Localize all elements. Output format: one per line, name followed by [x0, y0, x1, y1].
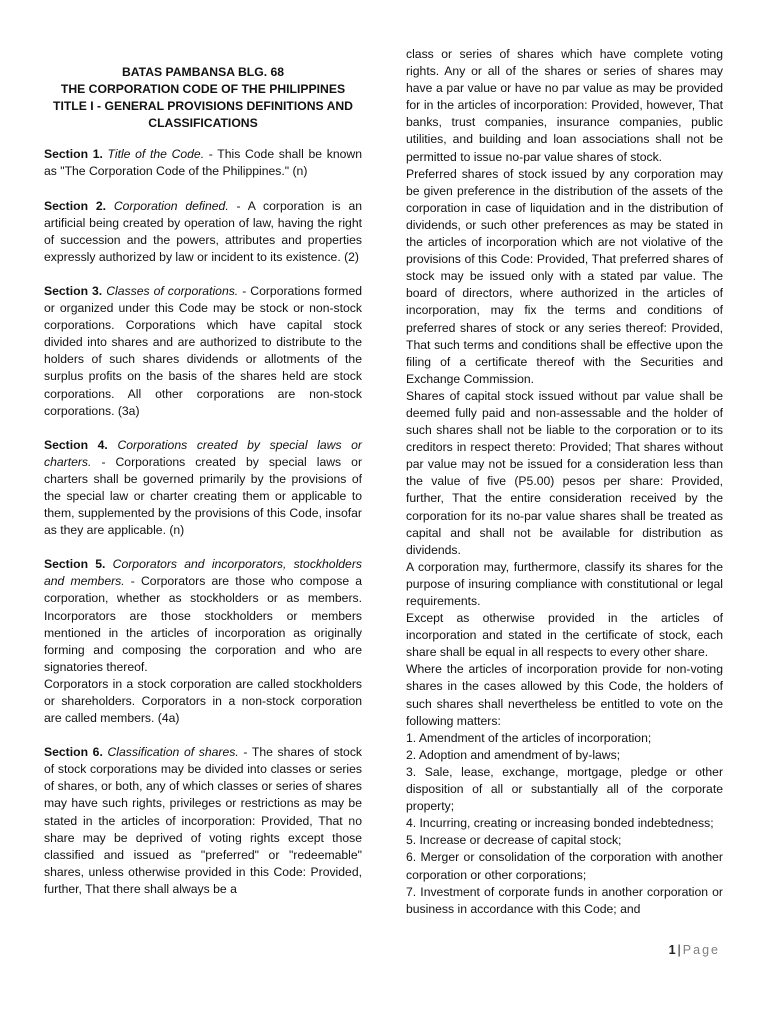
section-number: Section 1.	[44, 147, 103, 162]
section-heading: Classes of corporations.	[106, 283, 239, 298]
paragraph: Except as otherwise provided in the articles of incorporation and stated in the certificate of stock, each share shall be equal in all respects to every other share.	[406, 611, 723, 660]
title-line-2: THE CORPORATION CODE OF THE PHILIPPINES	[60, 82, 346, 97]
section-number: Section 6.	[44, 745, 103, 760]
paragraph: Where the articles of incorporation provide for non-voting shares in the cases allowed by this Code, the holders of such shares shall nevertheless be entitled to vote on the following matters:	[406, 662, 723, 728]
section-paragraph	[44, 744, 362, 898]
section-heading: Title of the Code.	[107, 147, 205, 162]
list-item: 4. Incurring, creating or increasing bonded indebtedness;	[406, 816, 714, 831]
section-1	[44, 146, 362, 180]
section-3	[44, 283, 362, 420]
page-label: Page	[682, 943, 720, 957]
section-text: - Corporations formed or organized under this Code may be stock or non-stock corporations. Corporations which have capital stock divided into shares and are authorized to distribute to the holders of such shares dividends or allotments of the surplus profits on the basis of the shares held are stock corporations. All other corporations are non-stock corporations. (3a)	[44, 283, 362, 418]
list-item: 7. Investment of corporate funds in another corporation or business in accordance with this Code; and	[406, 884, 723, 916]
section-6	[44, 744, 362, 898]
title-line-1: BATAS PAMBANSA BLG. 68	[121, 65, 285, 79]
section-heading: Corporations created by special laws or charters.	[44, 437, 362, 469]
section-paragraph	[44, 556, 362, 676]
section-paragraph	[44, 198, 362, 266]
paragraph: Preferred shares of stock issued by any corporation may be given preference in the distribution of the assets of the corporation in case of liquidation and in the distribution of dividends, or such other preferences as may be stated in the articles of incorporation which are not violative of the provisions of this Code: Provided, That preferred shares of stock may be issued only with a stated par value. The board of directors, where authorized in the articles of incorporation, may fix the terms and conditions of preferred shares of stock or any series thereof: Provided, That such terms and conditions shall be effective upon the filing of a certificate thereof with the Securities and Exchange Commission.	[406, 166, 723, 386]
list-item: 5. Increase or decrease of capital stock;	[406, 833, 622, 848]
section-heading: Corporation defined.	[113, 198, 229, 213]
paragraph: class or series of shares which have complete voting rights. Any or all of the shares or series of shares may have a par value or have no par value as may be provided for in the articles of incorporation: Provided, however, That banks, trust companies, insurance companies, public utilities, and building and loan associations shall not be permitted to issue no-par value shares of stock.	[406, 47, 723, 164]
list-item: 3. Sale, lease, exchange, mortgage, pledge or other disposition of all or substantially all of the corporate property;	[406, 764, 723, 814]
section-5	[44, 556, 362, 727]
section-text: - A corporation is an artificial being created by operation of law, having the right of succession and the powers, attributes and properties expressly authorized by law or incident to its existence. (2)	[44, 198, 363, 264]
section-4	[44, 437, 362, 540]
section-text: - The shares of stock of stock corporations may be divided into classes or series of shares, or both, any of which classes or series of shares may have such rights, privileges or restrictions as may be stated in the articles of incorporation: Provided, That no share may be deprived of voting rights except those classified and issued as "preferred" or "redeemable" shares, unless otherwise provided in this Code: Provided, further, That there shall always be a	[44, 745, 363, 896]
paragraph: Shares of capital stock issued without par value shall be deemed fully paid and non-assessable and the holder of such shares shall not be liable to the corporation or to its creditors in respect thereto: Provided; That shares without par value may not be issued for a consideration less than the value of five (P5.00) pesos per share: Provided, further, That the entire consideration received by the corporation for its no-par value shares shall be treated as capital and shall not be available for distribution as dividends.	[406, 388, 723, 557]
page-number: 1	[668, 943, 676, 957]
section-paragraph	[44, 146, 362, 180]
section-text: - Corporations created by special laws or charters shall be governed primarily by the provisions of the special law or charter creating them or applicable to them, supplemented by the provisions of this Code, insofar as they are applicable. (n)	[44, 454, 363, 538]
document-title	[44, 64, 362, 132]
section-number: Section 3.	[44, 283, 103, 298]
section-text: - This Code shall be known as "The Corporation Code of the Philippines." (n)	[44, 147, 362, 179]
list-item: 6. Merger or consolidation of the corporation with another corporation or other corporations;	[406, 850, 723, 882]
section-heading: Classification of shares.	[107, 745, 239, 760]
section-number: Section 2.	[44, 198, 107, 213]
section-paragraph	[44, 437, 362, 540]
section-paragraph	[44, 283, 362, 420]
footer-separator: |	[677, 943, 681, 957]
paragraph: A corporation may, furthermore, classify its shares for the purpose of insuring compliance with constitutional or legal requirements.	[406, 559, 723, 608]
right-column	[406, 46, 723, 918]
section-2	[44, 198, 362, 266]
list-item: 1. Amendment of the articles of incorporation;	[406, 730, 652, 745]
section-paragraph: Corporators in a stock corporation are called stockholders or shareholders. Corporators in a non-stock corporation are called members. (4a)	[44, 676, 362, 726]
section-heading: Corporators and incorporators, stockholders and members.	[44, 557, 362, 589]
page-footer	[669, 943, 720, 957]
title-line-4: CLASSIFICATIONS	[148, 116, 258, 131]
title-line-3: TITLE I - GENERAL PROVISIONS DEFINITIONS AND	[53, 99, 353, 114]
list-item: 2. Adoption and amendment of by-laws;	[406, 747, 621, 762]
section-text: - Corporators are those who compose a corporation, whether as stockholders or as members. Incorporators are those stockholders or members mentioned in the articles of incorporation as originally forming and composing the corporation and who are signatories thereof.	[44, 574, 363, 674]
left-column	[44, 64, 362, 915]
section-number: Section 5.	[44, 557, 106, 572]
section-number: Section 4.	[44, 437, 108, 452]
